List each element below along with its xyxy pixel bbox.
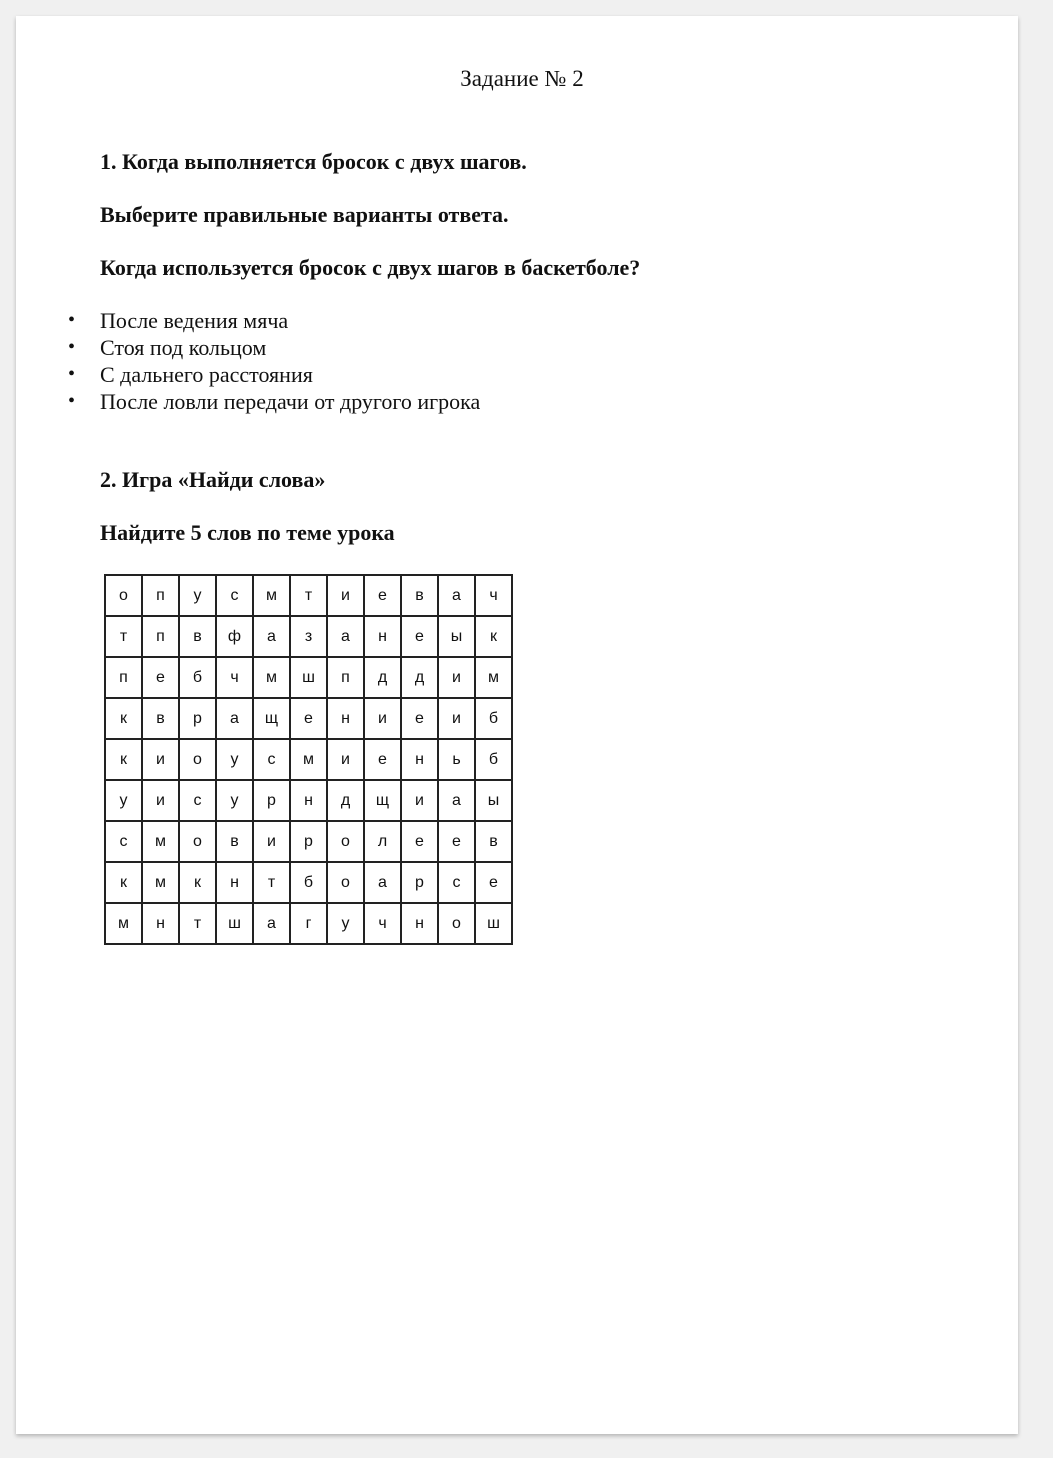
bullet-icon: • bbox=[68, 390, 76, 412]
bullet-icon: • bbox=[68, 336, 76, 358]
section1-question: Когда используется бросок с двух шагов в баскетболе? bbox=[100, 255, 641, 280]
grid-cell: и bbox=[401, 780, 438, 821]
grid-cell: м bbox=[142, 821, 179, 862]
grid-cell: и bbox=[438, 657, 475, 698]
grid-cell: б bbox=[475, 698, 512, 739]
grid-cell: ф bbox=[216, 616, 253, 657]
grid-row bbox=[105, 903, 512, 944]
grid-cell: а bbox=[253, 616, 290, 657]
option-text: После ведения мяча bbox=[100, 308, 289, 333]
grid-cell: и bbox=[142, 739, 179, 780]
grid-cell: ч bbox=[364, 903, 401, 944]
section2-heading: 2. Игра «Найди слова» bbox=[100, 467, 326, 492]
grid-cell: м bbox=[253, 575, 290, 616]
grid-cell: м bbox=[142, 862, 179, 903]
grid-cell: в bbox=[475, 821, 512, 862]
grid-cell: о bbox=[327, 862, 364, 903]
grid-cell: и bbox=[142, 780, 179, 821]
option-text: С дальнего расстояния bbox=[100, 362, 313, 387]
grid-cell: ш bbox=[290, 657, 327, 698]
grid-cell: т bbox=[105, 616, 142, 657]
grid-cell: п bbox=[142, 575, 179, 616]
grid-cell: д bbox=[364, 657, 401, 698]
grid-cell: в bbox=[401, 575, 438, 616]
grid-cell: е bbox=[364, 575, 401, 616]
grid-cell: е bbox=[290, 698, 327, 739]
grid-cell: м bbox=[105, 903, 142, 944]
grid-cell: а bbox=[364, 862, 401, 903]
grid-row bbox=[105, 575, 512, 616]
grid-cell: у bbox=[105, 780, 142, 821]
grid-cell: п bbox=[327, 657, 364, 698]
grid-cell: м bbox=[253, 657, 290, 698]
grid-cell: т bbox=[253, 862, 290, 903]
section2-instruction: Найдите 5 слов по теме урока bbox=[100, 520, 395, 545]
section1-heading: 1. Когда выполняется бросок с двух шагов. bbox=[100, 149, 527, 174]
list-item bbox=[68, 388, 480, 415]
grid-cell: к bbox=[475, 616, 512, 657]
grid-cell: а bbox=[327, 616, 364, 657]
grid-cell: а bbox=[253, 903, 290, 944]
grid-cell: ч bbox=[216, 657, 253, 698]
grid-cell: в bbox=[179, 616, 216, 657]
grid-cell: у bbox=[327, 903, 364, 944]
grid-cell: б bbox=[475, 739, 512, 780]
grid-cell: е bbox=[475, 862, 512, 903]
grid-cell: н bbox=[216, 862, 253, 903]
grid-cell: н bbox=[401, 903, 438, 944]
grid-cell: ч bbox=[475, 575, 512, 616]
grid-cell: е bbox=[401, 821, 438, 862]
grid-cell: щ bbox=[253, 698, 290, 739]
grid-cell: з bbox=[290, 616, 327, 657]
document-page bbox=[16, 16, 1018, 1434]
grid-row bbox=[105, 739, 512, 780]
grid-cell: н bbox=[401, 739, 438, 780]
grid-cell: о bbox=[179, 739, 216, 780]
grid-cell: о bbox=[105, 575, 142, 616]
grid-row bbox=[105, 821, 512, 862]
section1-instruction: Выберите правильные варианты ответа. bbox=[100, 202, 509, 227]
grid-cell: и bbox=[364, 698, 401, 739]
bullet-icon: • bbox=[68, 363, 76, 385]
grid-cell: т bbox=[179, 903, 216, 944]
grid-cell: с bbox=[438, 862, 475, 903]
option-text: Стоя под кольцом bbox=[100, 335, 267, 360]
grid-row bbox=[105, 657, 512, 698]
grid-cell: и bbox=[327, 575, 364, 616]
grid-cell: ы bbox=[438, 616, 475, 657]
grid-cell: м bbox=[475, 657, 512, 698]
option-text: После ловли передачи от другого игрока bbox=[100, 389, 481, 414]
list-item bbox=[68, 361, 480, 388]
grid-cell: ш bbox=[216, 903, 253, 944]
grid-cell: д bbox=[327, 780, 364, 821]
grid-cell: б bbox=[179, 657, 216, 698]
grid-cell: ш bbox=[475, 903, 512, 944]
grid-row bbox=[105, 780, 512, 821]
grid-cell: т bbox=[290, 575, 327, 616]
grid-cell: в bbox=[142, 698, 179, 739]
grid-cell: щ bbox=[364, 780, 401, 821]
grid-cell: у bbox=[216, 739, 253, 780]
grid-cell: н bbox=[327, 698, 364, 739]
grid-cell: к bbox=[105, 862, 142, 903]
grid-cell: е bbox=[142, 657, 179, 698]
grid-cell: е bbox=[401, 616, 438, 657]
grid-cell: с bbox=[253, 739, 290, 780]
grid-cell: а bbox=[438, 575, 475, 616]
grid-cell: о bbox=[327, 821, 364, 862]
grid-cell: л bbox=[364, 821, 401, 862]
grid-cell: п bbox=[142, 616, 179, 657]
grid-cell: к bbox=[105, 698, 142, 739]
grid-cell: о bbox=[179, 821, 216, 862]
grid-cell: о bbox=[438, 903, 475, 944]
list-item bbox=[68, 334, 480, 361]
word-search-grid bbox=[104, 574, 513, 945]
grid-cell: и bbox=[438, 698, 475, 739]
grid-cell: а bbox=[216, 698, 253, 739]
grid-cell: г bbox=[290, 903, 327, 944]
grid-cell: м bbox=[290, 739, 327, 780]
grid-cell: е bbox=[438, 821, 475, 862]
grid-cell: р bbox=[253, 780, 290, 821]
bullet-icon: • bbox=[68, 309, 76, 331]
grid-cell: в bbox=[216, 821, 253, 862]
grid-cell: и bbox=[327, 739, 364, 780]
grid-cell: р bbox=[179, 698, 216, 739]
grid-cell: р bbox=[290, 821, 327, 862]
grid-cell: а bbox=[438, 780, 475, 821]
grid-cell: к bbox=[179, 862, 216, 903]
grid-cell: у bbox=[216, 780, 253, 821]
grid-cell: ы bbox=[475, 780, 512, 821]
page-title: Задание № 2 bbox=[460, 66, 584, 91]
grid-cell: н bbox=[142, 903, 179, 944]
grid-row bbox=[105, 616, 512, 657]
grid-cell: е bbox=[364, 739, 401, 780]
list-item bbox=[68, 307, 480, 334]
grid-cell: с bbox=[216, 575, 253, 616]
grid-cell: д bbox=[401, 657, 438, 698]
grid-row bbox=[105, 862, 512, 903]
grid-cell: и bbox=[253, 821, 290, 862]
grid-cell: у bbox=[179, 575, 216, 616]
grid-cell: е bbox=[401, 698, 438, 739]
answer-options-list bbox=[68, 307, 480, 415]
grid-cell: п bbox=[105, 657, 142, 698]
grid-cell: ь bbox=[438, 739, 475, 780]
grid-cell: н bbox=[364, 616, 401, 657]
grid-cell: с bbox=[179, 780, 216, 821]
grid-cell: н bbox=[290, 780, 327, 821]
grid-row bbox=[105, 698, 512, 739]
grid-cell: б bbox=[290, 862, 327, 903]
grid-cell: р bbox=[401, 862, 438, 903]
grid-cell: к bbox=[105, 739, 142, 780]
grid-cell: с bbox=[105, 821, 142, 862]
